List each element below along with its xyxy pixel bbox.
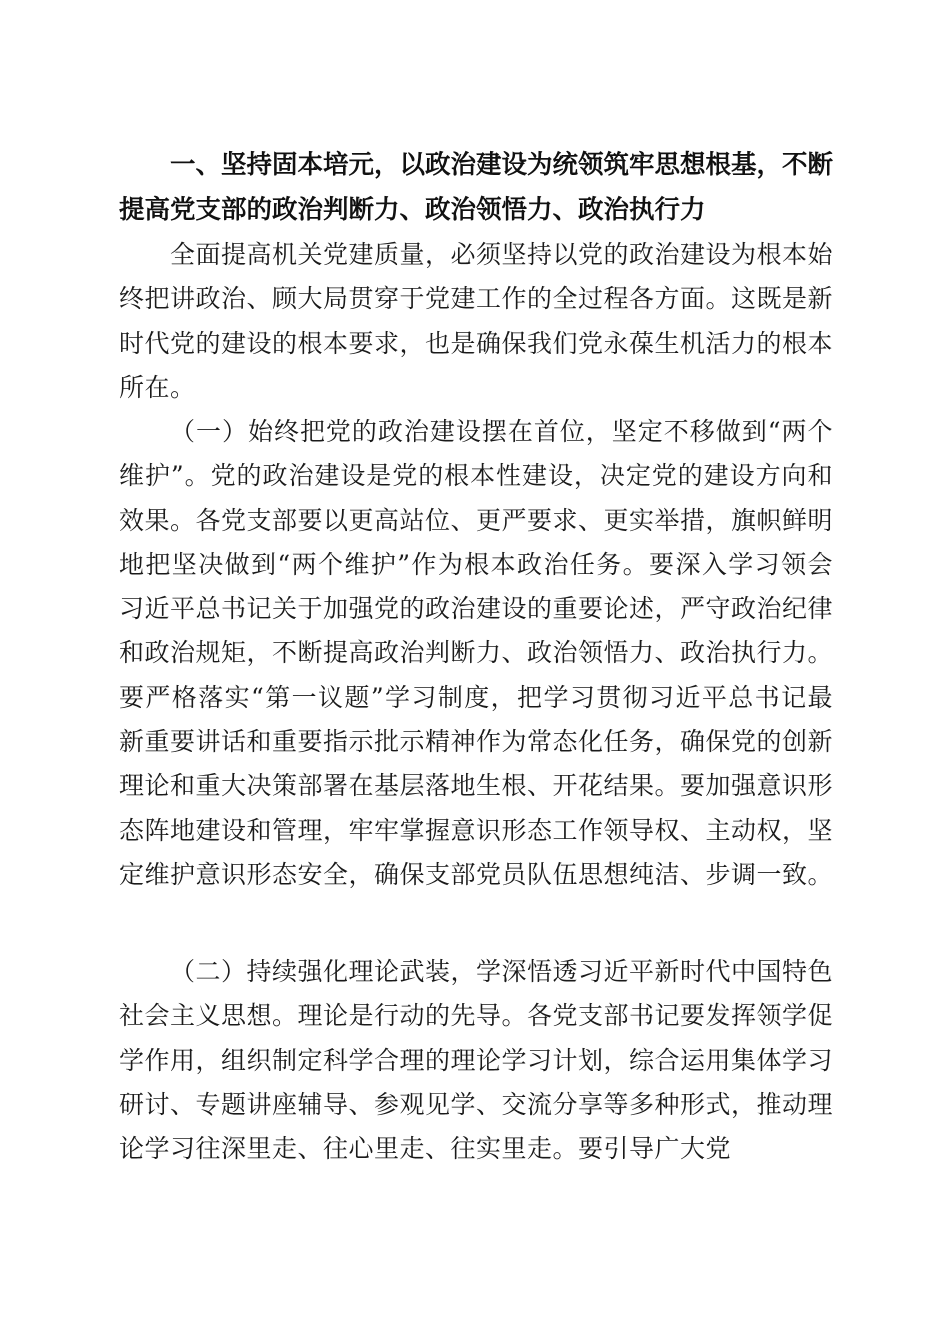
paragraph-subsection-2: （二）持续强化理论武装，学深悟透习近平新时代中国特色社会主义思想。理论是行动的先导。各党支部书记要发挥领学促学作用，组织制定科学合理的理论学习计划，综合运用集体学习研讨、专题讲座辅导、参观见学、交流分享等多种形式，推动理论学习往深里走、往心里走、往实里走。要引导广大党 <box>119 957 834 1164</box>
paragraph-intro: 全面提高机关党建质量，必须坚持以党的政治建设为根本始终把讲政治、顾大局贯穿于党建工作的全过程各方面。这既是新时代党的建设的根本要求，也是确保我们党永葆生机活力的根本所在。 <box>119 240 834 402</box>
paragraph-subsection-1: （一）始终把党的政治建设摆在首位，坚定不移做到“两个维护”。党的政治建设是党的根本性建设，决定党的建设方向和效果。各党支部要以更高站位、更严要求、更实举措，旗帜鲜明地把坚决做到“两个维护”作为根本政治任务。要深入学习领会习近平总书记关于加强党的政治建设的重要论述，严守政治纪律和政治规矩，不断提高政治判断力、政治领悟力、政治执行力。要严格落实“第一议题”学习制度，把学习贯彻习近平总书记最新重要讲话和重要指示批示精神作为常态化任务，确保党的创新理论和重大决策部署在基层落地生根、开花结果。要加强意识形态阵地建设和管理，牢牢掌握意识形态工作领导权、主动权，坚定维护意识形态安全，确保支部党员队伍思想纯洁、步调一致。 <box>119 417 834 889</box>
section-heading: 一、坚持固本培元，以政治建设为统领筑牢思想根基，不断提高党支部的政治判断力、政治领悟力、政治执行力 <box>119 150 834 225</box>
